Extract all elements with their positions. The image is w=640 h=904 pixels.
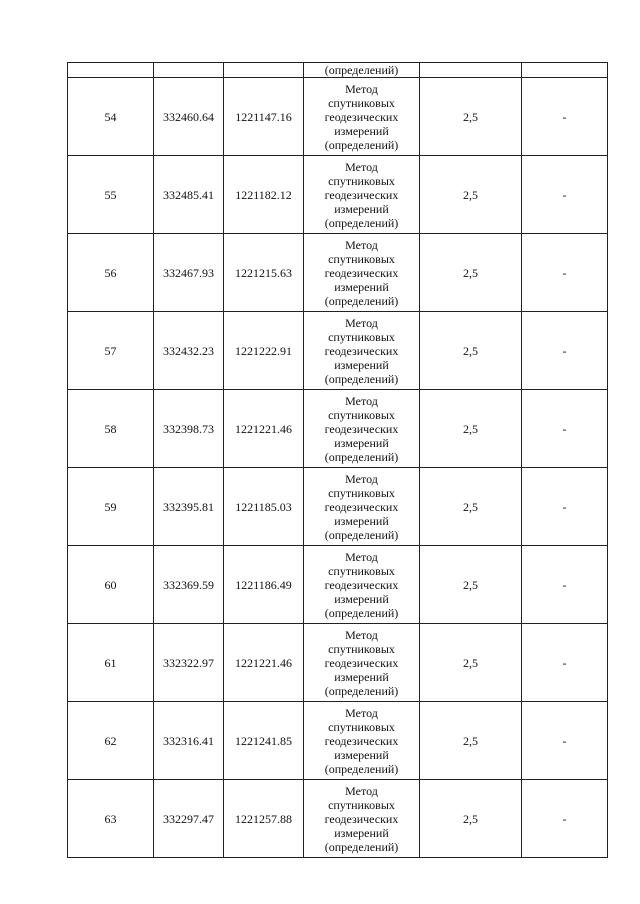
x-coordinate-cell: 332369.59	[154, 546, 224, 624]
method-cell	[304, 78, 420, 156]
method-line: измерений	[334, 825, 389, 840]
accuracy-cell: 2,5	[420, 234, 522, 312]
table-row	[68, 78, 608, 156]
description-cell: -	[522, 546, 608, 624]
method-line: Метод	[345, 237, 378, 252]
y-coordinate-cell: 1221185.03	[224, 468, 304, 546]
method-line: (определений)	[324, 839, 399, 854]
point-number-cell: 62	[68, 702, 154, 780]
method-line: (определений)	[324, 527, 399, 542]
method-line: геодезических	[324, 343, 399, 358]
accuracy-cell: 2,5	[420, 546, 522, 624]
method-line: спутниковых	[328, 251, 395, 266]
continuation-row	[68, 63, 608, 78]
point-number-cell: 57	[68, 312, 154, 390]
method-line: (определений)	[324, 605, 399, 620]
description-cell: -	[522, 780, 608, 858]
description-cell: -	[522, 312, 608, 390]
description-cell: -	[522, 468, 608, 546]
table-cell	[68, 63, 154, 78]
accuracy-cell: 2,5	[420, 468, 522, 546]
y-coordinate-cell: 1221147.16	[224, 78, 304, 156]
method-cell	[304, 156, 420, 234]
y-coordinate-cell: 1221241.85	[224, 702, 304, 780]
method-cell	[304, 702, 420, 780]
x-coordinate-cell: 332460.64	[154, 78, 224, 156]
description-cell: -	[522, 234, 608, 312]
x-coordinate-cell: 332395.81	[154, 468, 224, 546]
method-line: спутниковых	[328, 407, 395, 422]
method-line: геодезических	[324, 499, 399, 514]
method-cell	[304, 546, 420, 624]
method-line: Метод	[345, 159, 378, 174]
method-line: Метод	[345, 549, 378, 564]
method-line: (определений)	[324, 761, 399, 776]
point-number-cell: 54	[68, 78, 154, 156]
x-coordinate-cell: 332485.41	[154, 156, 224, 234]
x-coordinate-cell: 332467.93	[154, 234, 224, 312]
method-cell	[304, 624, 420, 702]
description-cell: -	[522, 624, 608, 702]
method-line: измерений	[334, 435, 389, 450]
accuracy-cell: 2,5	[420, 624, 522, 702]
method-line: измерений	[334, 123, 389, 138]
method-line: геодезических	[324, 733, 399, 748]
method-line: Метод	[345, 471, 378, 486]
accuracy-cell: 2,5	[420, 312, 522, 390]
method-line: Метод	[345, 705, 378, 720]
method-line: геодезических	[324, 109, 399, 124]
method-line: измерений	[334, 357, 389, 372]
point-number-cell: 58	[68, 390, 154, 468]
y-coordinate-cell: 1221222.91	[224, 312, 304, 390]
point-number-cell: 60	[68, 546, 154, 624]
method-line: Метод	[345, 393, 378, 408]
method-line: измерений	[334, 279, 389, 294]
coordinates-table	[67, 62, 608, 858]
method-line: (определений)	[324, 683, 399, 698]
x-coordinate-cell: 332316.41	[154, 702, 224, 780]
method-line: спутниковых	[328, 641, 395, 656]
table-row	[68, 702, 608, 780]
description-cell: -	[522, 702, 608, 780]
accuracy-cell: 2,5	[420, 702, 522, 780]
method-line: спутниковых	[328, 329, 395, 344]
method-line: измерений	[334, 591, 389, 606]
method-line: геодезических	[324, 187, 399, 202]
method-line: геодезических	[324, 811, 399, 826]
continuation-text: (определений)	[304, 63, 420, 78]
method-line: (определений)	[324, 137, 399, 152]
y-coordinate-cell: 1221221.46	[224, 390, 304, 468]
y-coordinate-cell: 1221215.63	[224, 234, 304, 312]
method-line: измерений	[334, 747, 389, 762]
method-line: Метод	[345, 315, 378, 330]
table-row	[68, 312, 608, 390]
table-cell	[420, 63, 522, 78]
method-cell	[304, 234, 420, 312]
table-row	[68, 234, 608, 312]
point-number-cell: 55	[68, 156, 154, 234]
method-line: измерений	[334, 513, 389, 528]
method-line: спутниковых	[328, 719, 395, 734]
method-line: (определений)	[324, 293, 399, 308]
point-number-cell: 56	[68, 234, 154, 312]
accuracy-cell: 2,5	[420, 780, 522, 858]
method-line: геодезических	[324, 265, 399, 280]
method-line: геодезических	[324, 577, 399, 592]
method-cell	[304, 312, 420, 390]
method-line: спутниковых	[328, 173, 395, 188]
method-cell	[304, 780, 420, 858]
method-line: (определений)	[324, 371, 399, 386]
method-line: спутниковых	[328, 485, 395, 500]
method-line: Метод	[345, 81, 378, 96]
table-cell	[154, 63, 224, 78]
description-cell: -	[522, 156, 608, 234]
description-cell: -	[522, 390, 608, 468]
table-row	[68, 468, 608, 546]
y-coordinate-cell: 1221221.46	[224, 624, 304, 702]
method-line: Метод	[345, 627, 378, 642]
x-coordinate-cell: 332398.73	[154, 390, 224, 468]
accuracy-cell: 2,5	[420, 78, 522, 156]
method-line: спутниковых	[328, 563, 395, 578]
table-row	[68, 156, 608, 234]
method-line: измерений	[334, 201, 389, 216]
table-row	[68, 624, 608, 702]
point-number-cell: 61	[68, 624, 154, 702]
method-line: спутниковых	[328, 95, 395, 110]
y-coordinate-cell: 1221257.88	[224, 780, 304, 858]
method-line: (определений)	[324, 215, 399, 230]
method-cell	[304, 468, 420, 546]
table-cell	[224, 63, 304, 78]
x-coordinate-cell: 332432.23	[154, 312, 224, 390]
x-coordinate-cell: 332322.97	[154, 624, 224, 702]
y-coordinate-cell: 1221186.49	[224, 546, 304, 624]
method-line: измерений	[334, 669, 389, 684]
table-row	[68, 546, 608, 624]
y-coordinate-cell: 1221182.12	[224, 156, 304, 234]
method-line: Метод	[345, 783, 378, 798]
table-cell	[522, 63, 608, 78]
point-number-cell: 63	[68, 780, 154, 858]
method-line: геодезических	[324, 655, 399, 670]
method-cell	[304, 390, 420, 468]
point-number-cell: 59	[68, 468, 154, 546]
method-line: спутниковых	[328, 797, 395, 812]
method-line: геодезических	[324, 421, 399, 436]
description-cell: -	[522, 78, 608, 156]
table-row	[68, 780, 608, 858]
table-row	[68, 390, 608, 468]
x-coordinate-cell: 332297.47	[154, 780, 224, 858]
accuracy-cell: 2,5	[420, 390, 522, 468]
accuracy-cell: 2,5	[420, 156, 522, 234]
method-line: (определений)	[324, 449, 399, 464]
